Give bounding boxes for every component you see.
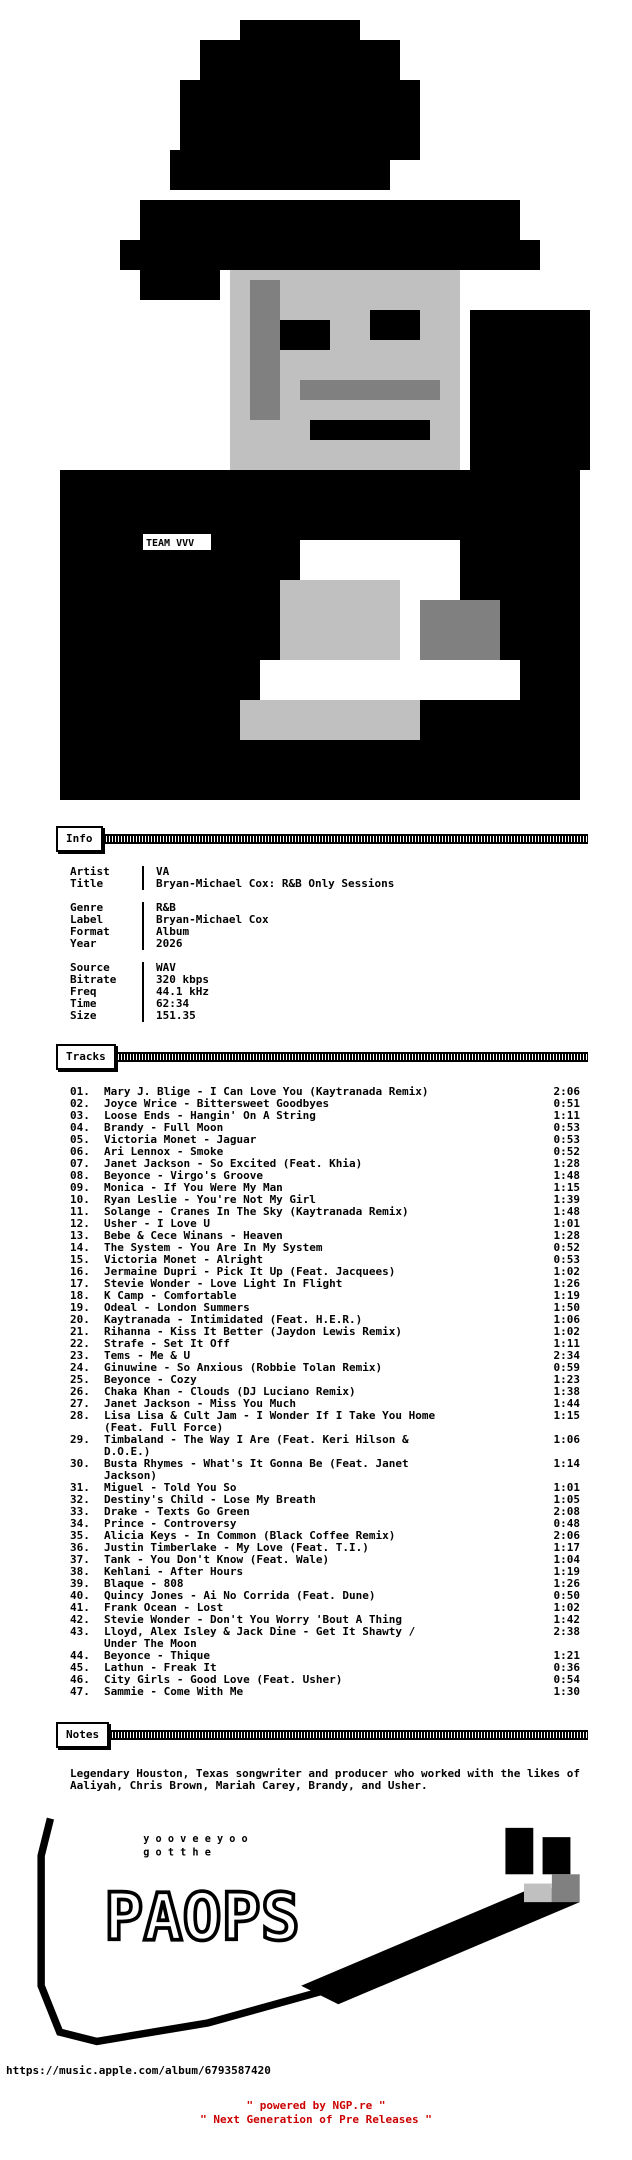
- track-number: 09.: [70, 1181, 90, 1194]
- title-value: Bryan-Michael Cox: R&B Only Sessions: [156, 877, 395, 890]
- track-title: Tank - You Don't Know (Feat. Wale): [104, 1553, 330, 1566]
- track-number: 46.: [70, 1673, 90, 1686]
- section-label-box: [56, 826, 103, 852]
- track-duration: 0:54: [553, 1673, 580, 1686]
- track-duration: 1:17: [553, 1541, 580, 1554]
- track-number: 44.: [70, 1649, 90, 1662]
- info-row-title: Title Bryan-Michael Cox: R&B Only Sessions: [70, 877, 395, 890]
- track-duration: 1:01: [553, 1217, 580, 1230]
- info-row-format: Format Album: [70, 925, 190, 938]
- section-label-box: [56, 1722, 109, 1748]
- track-duration: 1:02: [553, 1265, 580, 1278]
- track-duration: 0:48: [553, 1517, 580, 1530]
- track-number: 15.: [70, 1253, 90, 1266]
- track-number: 37.: [70, 1553, 90, 1566]
- info-row-source: Source WAV: [70, 961, 176, 974]
- track-duration: 1:39: [553, 1193, 580, 1206]
- track-number: 45.: [70, 1661, 90, 1674]
- track-title: Jermaine Dupri - Pick It Up (Feat. Jacquees): [104, 1265, 396, 1278]
- track-number: 17.: [70, 1277, 90, 1290]
- track-number: 12.: [70, 1217, 90, 1230]
- track-title: Blaque - 808: [104, 1577, 184, 1590]
- track-duration: 1:48: [553, 1205, 580, 1218]
- track-duration: 1:19: [553, 1565, 580, 1578]
- track-row: [70, 1458, 580, 1482]
- track-duration: 1:28: [553, 1157, 580, 1170]
- info-section-header: [56, 826, 588, 852]
- track-number: 13.: [70, 1229, 90, 1242]
- track-title: Rihanna - Kiss It Better (Jaydon Lewis Remix): [104, 1325, 403, 1338]
- track-duration: 1:19: [553, 1289, 580, 1302]
- track-number: 34.: [70, 1517, 90, 1530]
- artist-value: VA: [156, 865, 170, 878]
- track-number: 03.: [70, 1109, 90, 1122]
- track-title: K Camp - Comfortable: [104, 1289, 237, 1302]
- track-title: Alicia Keys - In Common (Black Coffee Remix): [104, 1529, 396, 1542]
- track-row: [70, 1686, 580, 1698]
- section-rule: [56, 834, 588, 844]
- track-duration: 1:02: [553, 1325, 580, 1338]
- freq-value: 44.1 kHz: [156, 985, 209, 998]
- tracks-heading: Tracks: [66, 1050, 106, 1063]
- track-number: 41.: [70, 1601, 90, 1614]
- track-title: Mary J. Blige - I Can Love You (Kaytranada Remix): [104, 1085, 429, 1098]
- track-title: Drake - Texts Go Green: [104, 1505, 250, 1518]
- track-duration: 1:05: [553, 1493, 580, 1506]
- track-duration: 1:48: [553, 1169, 580, 1182]
- track-title: Stevie Wonder - Don't You Worry 'Bout A Thing: [104, 1613, 403, 1626]
- track-title: Justin Timberlake - My Love (Feat. T.I.): [104, 1541, 369, 1554]
- track-duration: 2:06: [553, 1085, 580, 1098]
- track-title: Quincy Jones - Ai No Corrida (Feat. Dune): [104, 1589, 376, 1602]
- track-duration: 1:30: [553, 1685, 580, 1698]
- track-duration: 1:28: [553, 1229, 580, 1242]
- track-title: The System - You Are In My System: [104, 1241, 323, 1254]
- team-tag: TEAM VVV: [146, 538, 195, 549]
- section-rule: [56, 1052, 588, 1062]
- track-duration: 1:01: [553, 1481, 580, 1494]
- info-table: [70, 866, 394, 1022]
- track-title: Strafe - Set It Off: [104, 1337, 230, 1350]
- source-value: WAV: [156, 961, 176, 974]
- track-title: Destiny's Child - Lose My Breath: [104, 1493, 316, 1506]
- track-title: Bebe & Cece Winans - Heaven: [104, 1229, 283, 1242]
- track-title: Frank Ocean - Lost: [104, 1601, 224, 1614]
- track-duration: 1:04: [553, 1553, 580, 1566]
- powered-by-line1: " powered by NGP.re ": [246, 2099, 386, 2112]
- track-number: 14.: [70, 1241, 90, 1254]
- track-title: Ryan Leslie - You're Not My Girl: [104, 1193, 316, 1206]
- track-number: 39.: [70, 1577, 90, 1590]
- track-title: Monica - If You Were My Man: [104, 1181, 283, 1194]
- track-number: 04.: [70, 1121, 90, 1134]
- track-number: 05.: [70, 1133, 90, 1146]
- notes-section-header: [56, 1722, 588, 1748]
- track-title: Ari Lennox - Smoke: [104, 1145, 224, 1158]
- track-duration: 2:34: [553, 1349, 580, 1362]
- track-title: Lathun - Freak It: [104, 1661, 217, 1674]
- track-duration: 1:15: [553, 1409, 580, 1422]
- track-number: 26.: [70, 1385, 90, 1398]
- track-number: 06.: [70, 1145, 90, 1158]
- bitrate-value: 320 kbps: [156, 973, 209, 986]
- track-row: [70, 1410, 580, 1434]
- track-duration: 1:14: [553, 1457, 580, 1470]
- track-number: 16.: [70, 1265, 90, 1278]
- genre-value: R&B: [156, 901, 176, 914]
- track-number: 27.: [70, 1397, 90, 1410]
- track-title: Lisa Lisa & Cult Jam - I Wonder If I Take You Home (Feat. Full Force): [104, 1409, 436, 1434]
- powered-by-line2: " Next Generation of Pre Releases ": [200, 2113, 432, 2126]
- track-title: Brandy - Full Moon: [104, 1121, 224, 1134]
- label-value: Bryan-Michael Cox: [156, 913, 269, 926]
- track-number: 02.: [70, 1097, 90, 1110]
- track-title: Janet Jackson - So Excited (Feat. Khia): [104, 1157, 363, 1170]
- format-value: Album: [156, 925, 190, 938]
- footer-line1: y o o v e e y o o: [143, 1833, 248, 1845]
- track-duration: 0:53: [553, 1121, 580, 1134]
- track-number: 29.: [70, 1433, 90, 1446]
- info-row-freq: Freq 44.1 kHz: [70, 985, 209, 998]
- track-number: 18.: [70, 1289, 90, 1302]
- track-number: 32.: [70, 1493, 90, 1506]
- track-row: [70, 1434, 580, 1458]
- track-title: Loose Ends - Hangin' On A String: [104, 1109, 316, 1122]
- track-duration: 1:06: [553, 1433, 580, 1446]
- info-heading: Info: [66, 832, 93, 845]
- track-title: Tems - Me & U: [104, 1349, 191, 1362]
- track-number: 28.: [70, 1409, 90, 1422]
- track-duration: 2:38: [553, 1625, 580, 1638]
- track-row: [70, 1626, 580, 1650]
- track-number: 24.: [70, 1361, 90, 1374]
- info-row-genre: Genre R&B: [70, 901, 176, 914]
- track-number: 36.: [70, 1541, 90, 1554]
- info-row-size: Size 151.35: [70, 1009, 196, 1022]
- track-duration: 0:52: [553, 1145, 580, 1158]
- track-title: City Girls - Good Love (Feat. Usher): [104, 1673, 343, 1686]
- track-duration: 0:36: [553, 1661, 580, 1674]
- track-list: [70, 1086, 580, 1698]
- year-value: 2026: [156, 937, 183, 950]
- track-number: 11.: [70, 1205, 90, 1218]
- track-duration: 0:51: [553, 1097, 580, 1110]
- info-row-time: Time 62:34: [70, 997, 190, 1010]
- track-duration: 2:08: [553, 1505, 580, 1518]
- track-duration: 0:53: [553, 1253, 580, 1266]
- track-number: 43.: [70, 1625, 90, 1638]
- track-duration: 1:15: [553, 1181, 580, 1194]
- track-number: 42.: [70, 1613, 90, 1626]
- track-number: 22.: [70, 1337, 90, 1350]
- track-number: 01.: [70, 1085, 90, 1098]
- track-number: 47.: [70, 1685, 90, 1698]
- track-duration: 0:53: [553, 1133, 580, 1146]
- track-title: Joyce Wrice - Bittersweet Goodbyes: [104, 1097, 330, 1110]
- track-number: 40.: [70, 1589, 90, 1602]
- track-title: Sammie - Come With Me: [104, 1685, 244, 1698]
- track-duration: 1:26: [553, 1277, 580, 1290]
- track-duration: 1:21: [553, 1649, 580, 1662]
- info-row-label: Label Bryan-Michael Cox: [70, 913, 269, 926]
- track-title: Timbaland - The Way I Are (Feat. Keri Hilson & D.O.E.): [104, 1433, 409, 1458]
- track-title: Kehlani - After Hours: [104, 1565, 244, 1578]
- section-rule: [56, 1730, 588, 1740]
- track-title: Beyonce - Virgo's Groove: [104, 1169, 263, 1182]
- track-title: Beyonce - Thique: [104, 1649, 210, 1662]
- info-row-artist: Artist VA: [70, 865, 170, 878]
- track-title: Kaytranada - Intimidated (Feat. H.E.R.): [104, 1313, 363, 1326]
- section-label-box: [56, 1044, 116, 1070]
- track-duration: 0:50: [553, 1589, 580, 1602]
- track-title: Miguel - Told You So: [104, 1481, 237, 1494]
- track-duration: 1:02: [553, 1601, 580, 1614]
- track-duration: 2:06: [553, 1529, 580, 1542]
- track-duration: 1:50: [553, 1301, 580, 1314]
- track-title: Solange - Cranes In The Sky (Kaytranada Remix): [104, 1205, 409, 1218]
- track-number: 07.: [70, 1157, 90, 1170]
- track-title: Ginuwine - So Anxious (Robbie Tolan Remix): [104, 1361, 383, 1374]
- track-duration: 1:26: [553, 1577, 580, 1590]
- track-title: Victoria Monet - Alright: [104, 1253, 263, 1266]
- track-number: 20.: [70, 1313, 90, 1326]
- track-title: Chaka Khan - Clouds (DJ Luciano Remix): [104, 1385, 356, 1398]
- album-link[interactable]: https://music.apple.com/album/6793587420: [6, 2064, 271, 2077]
- track-duration: 1:44: [553, 1397, 580, 1410]
- track-number: 08.: [70, 1169, 90, 1182]
- track-title: Prince - Controversy: [104, 1517, 237, 1530]
- track-title: Victoria Monet - Jaguar: [104, 1133, 257, 1146]
- track-number: 33.: [70, 1505, 90, 1518]
- track-duration: 1:06: [553, 1313, 580, 1326]
- track-number: 10.: [70, 1193, 90, 1206]
- paops-logo: PAOPS: [104, 1880, 300, 1956]
- track-number: 38.: [70, 1565, 90, 1578]
- track-number: 35.: [70, 1529, 90, 1542]
- track-duration: 1:38: [553, 1385, 580, 1398]
- size-value: 151.35: [156, 1009, 196, 1022]
- track-title: Usher - I Love U: [104, 1217, 210, 1230]
- track-title: Lloyd, Alex Isley & Jack Dine - Get It Shawty / Under The Moon: [104, 1625, 416, 1650]
- track-number: 21.: [70, 1325, 90, 1338]
- info-row-year: Year 2026: [70, 937, 183, 950]
- track-duration: 1:11: [553, 1109, 580, 1122]
- track-title: Busta Rhymes - What's It Gonna Be (Feat. Janet Jackson): [104, 1457, 409, 1482]
- tracks-section-header: [56, 1044, 588, 1070]
- track-title: Beyonce - Cozy: [104, 1373, 197, 1386]
- track-title: Odeal - London Summers: [104, 1301, 250, 1314]
- info-row-bitrate: Bitrate 320 kbps: [70, 973, 209, 986]
- cover-art: [0, 0, 632, 810]
- time-value: 62:34: [156, 997, 190, 1010]
- track-duration: 0:52: [553, 1241, 580, 1254]
- track-title: Stevie Wonder - Love Light In Flight: [104, 1277, 343, 1290]
- track-title: Janet Jackson - Miss You Much: [104, 1397, 297, 1410]
- track-number: 25.: [70, 1373, 90, 1386]
- footer-art: [0, 1800, 632, 2060]
- track-number: 31.: [70, 1481, 90, 1494]
- track-number: 19.: [70, 1301, 90, 1314]
- track-duration: 1:23: [553, 1373, 580, 1386]
- track-duration: 1:42: [553, 1613, 580, 1626]
- track-number: 30.: [70, 1457, 90, 1470]
- notes-text: Legendary Houston, Texas songwriter and producer who worked with the likes of Aaliyah, Chris Brown, Mariah Carey, Brandy, and Usher.: [70, 1767, 580, 1792]
- track-duration: 1:11: [553, 1337, 580, 1350]
- track-number: 23.: [70, 1349, 90, 1362]
- track-duration: 0:59: [553, 1361, 580, 1374]
- footer-line2: g o t t h e: [143, 1847, 211, 1859]
- notes-heading: Notes: [66, 1728, 100, 1741]
